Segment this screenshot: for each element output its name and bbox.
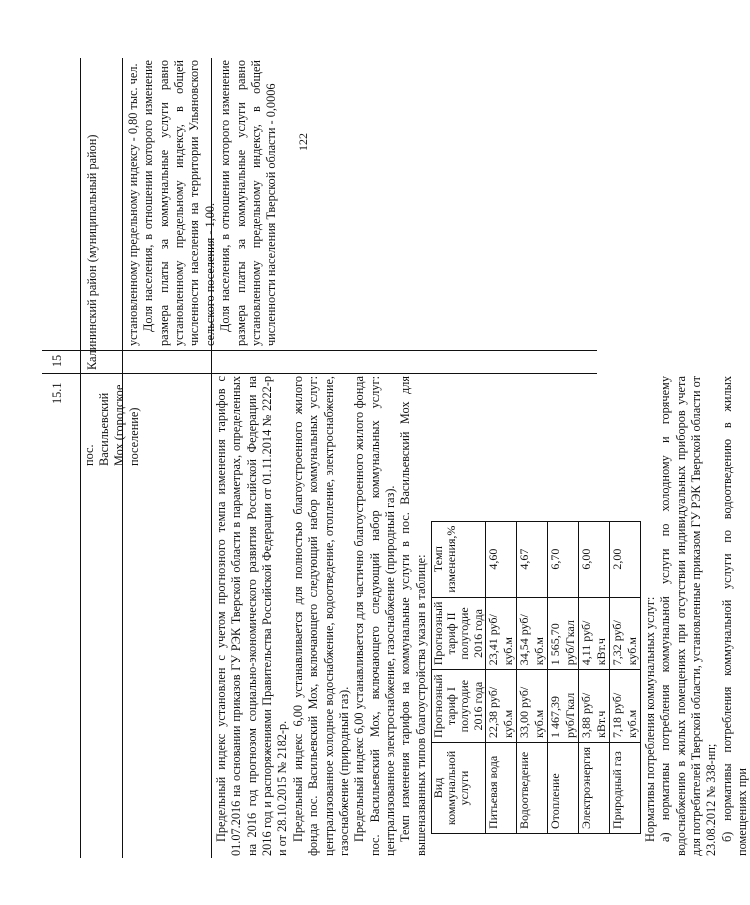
service-cell: Отопление <box>547 742 578 833</box>
tariff-h2-cell: 34,54 руб/куб.м <box>516 597 547 670</box>
rate-cell: 2,00 <box>609 521 640 597</box>
rate-cell: 6,70 <box>547 521 578 597</box>
table-row <box>485 521 516 833</box>
top-line: установленному предельному индексу - 0,80 тыс. чел. <box>126 63 140 346</box>
table-row <box>609 521 640 833</box>
table-border-line <box>42 350 597 351</box>
paragraph: б) нормативы потребления коммунальной услуги по водоотведению в жилых помещениях при <box>719 376 749 856</box>
rate-cell: 6,00 <box>578 521 609 597</box>
paragraph: Предельный индекс 6,00 устанавливается для полностью благоустроенного жилого фонда пос. Васильевский Мох, включающего следующий набор коммунальных услуг: централизованное холодное водоснабжение, водоотведение, отопление, электроснабжение, газоснабжение (природный газ). <box>290 376 351 856</box>
page-number: 122 <box>296 133 310 151</box>
settlement-name: пос. Васильевский Мох (городское поселение) <box>82 384 141 466</box>
header-cell: Темп изменения,% <box>432 521 486 597</box>
tariff-h1-cell: 33,00 руб/куб.м <box>516 670 547 743</box>
tariff-h2-cell: 1 565,70 руб/Гкал <box>547 597 578 670</box>
rate-cell: 4,60 <box>485 521 516 597</box>
paragraph: а) нормативы потребления коммунальной услуги по холодному и горячему водоснабжению в жилых помещениях при отсутствии индивидуальных приборов учета для потребителей Тверской области, установленные приказом ГУ РЭК Тверской области от 23.08.2012 № 338-нп; <box>658 376 719 856</box>
district-number: 15 <box>50 354 64 368</box>
rotated-document-table <box>42 58 749 858</box>
top-line: Доля населения, в отношении которого изменение размера платы за коммунальные услуги равно установленному предельному индексу, в общей численности населения на территории Ульяновского сельского поселения - 1,00. <box>141 60 217 346</box>
table-row <box>547 521 578 833</box>
paragraph: Нормативы потребления коммунальных услуг: <box>642 596 657 842</box>
header-cell: Прогнозный тариф I полугодие 2016 года <box>432 670 486 743</box>
top-block-text <box>126 60 279 346</box>
paragraph: Предельный индекс 6,00 устанавливается для частично благоустроенного жилого фонда пос. Васильевский Мох, включающего следующий набор коммунальных услуг: централизованное электроснабжение, газоснабжение (природный газ). <box>352 376 397 856</box>
tariff-h2-cell: 4,11 руб/кВт.ч <box>578 597 609 670</box>
header-cell: Прогнозный тариф II полугодие 2016 года <box>432 597 486 670</box>
table-border-line <box>42 373 597 374</box>
header-cell: Вид коммунальной услуги <box>432 742 486 833</box>
tariff-table <box>431 521 641 834</box>
paragraph: Темп изменения тарифов на коммунальные услуги в пос. Васильевский Мох для вышеназванных типов благоустройства указан в таблице: <box>398 376 428 856</box>
tariff-table-header <box>432 521 486 833</box>
tariff-h1-cell: 1 467,39 руб/Гкал <box>547 670 578 743</box>
table-border-line <box>80 58 81 858</box>
service-cell: Природный газ <box>609 742 640 833</box>
table-row <box>516 521 547 833</box>
tariff-h2-cell: 23,41 руб/куб.м <box>485 597 516 670</box>
rate-cell: 4,67 <box>516 521 547 597</box>
table-row <box>578 521 609 833</box>
service-cell: Электроэнергия <box>578 742 609 833</box>
tariff-h1-cell: 7,18 руб/куб.м <box>609 670 640 743</box>
tariff-h2-cell: 7,32 руб/куб.м <box>609 597 640 670</box>
service-cell: Питьевая вода <box>485 742 516 833</box>
settlement-description <box>214 376 749 856</box>
top-line: Доля населения, в отношении которого изменение размера платы за коммунальные услуги равно установленному предельному индексу, в общей численности населения Тверской области - 0,0006 <box>218 60 279 346</box>
settlement-number: 15.1 <box>50 382 64 404</box>
tariff-h1-cell: 3,88 руб/кВт.ч <box>578 670 609 743</box>
district-name: Калининский район (муниципальный район) <box>85 134 99 370</box>
tariff-h1-cell: 22,38 руб/куб.м <box>485 670 516 743</box>
paragraph: Предельный индекс установлен с учетом прогнозного темпа изменения тарифов с 01.07.2016 на основании приказов ГУ РЭК Тверской области в параметрах, определенных на 2016 год прогнозом социально-экономического развития Российской Федерации на 2016 год и распоряжениями Правительства Российской Федерации от 01.11.2014 № 2222-р и от 28.10.2015 № 2182-р. <box>214 376 290 856</box>
service-cell: Водоотведение <box>516 742 547 833</box>
